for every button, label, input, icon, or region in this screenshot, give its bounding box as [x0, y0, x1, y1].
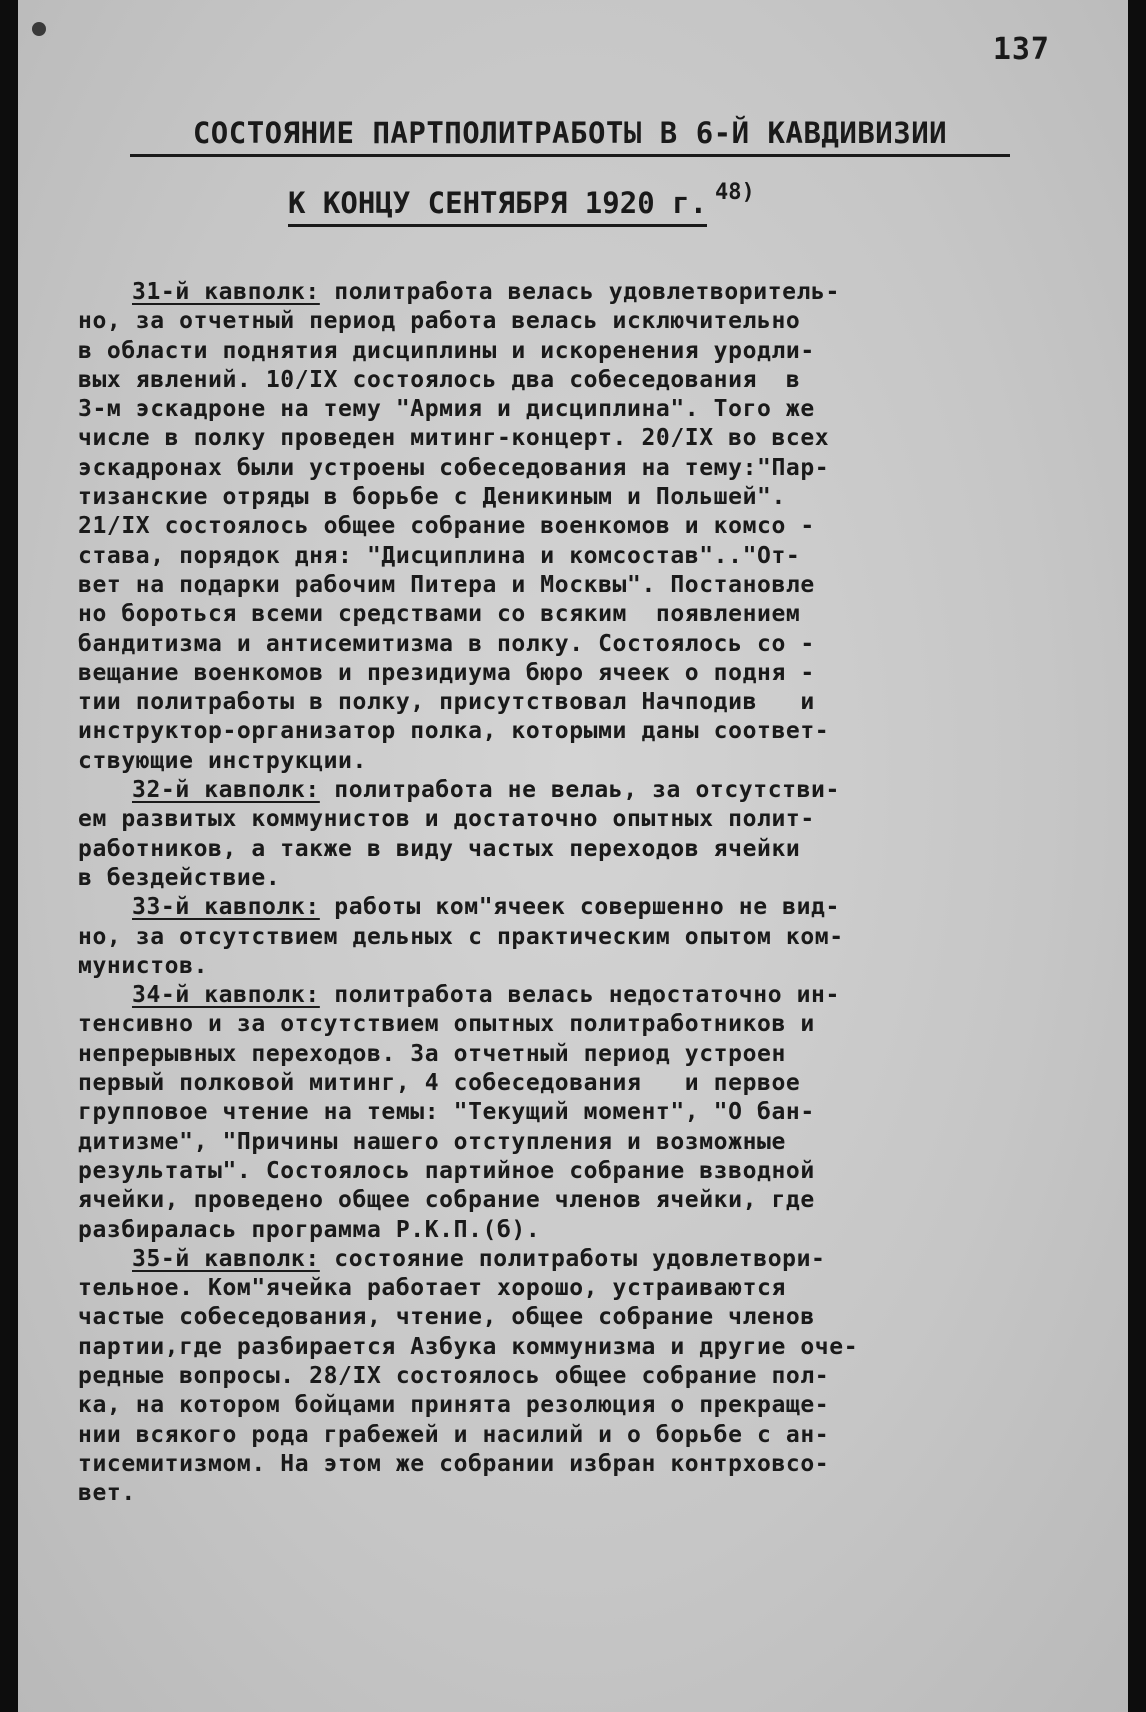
- text-line: [78, 366, 1118, 395]
- text-line: [78, 454, 1118, 483]
- text-line: [78, 278, 1118, 307]
- line-text: но, за отсутствием дельных с практическим опытом ком-: [78, 923, 844, 950]
- line-text: 21/IX состоялось общее собрание военкомов и комсо -: [78, 513, 815, 540]
- text-line: [78, 542, 1118, 571]
- line-text: партии,где разбирается Азбука коммунизма и другие оче-: [78, 1333, 859, 1360]
- text-line: [78, 1040, 1118, 1069]
- line-text: но, за отчетный период работа велась исключительно: [78, 308, 801, 335]
- text-line: [78, 1069, 1118, 1098]
- line-text: тисемитизмом. На этом же собрании избран контрховсо-: [78, 1450, 830, 1477]
- line-text: числе в полку проведен митинг-концерт. 20/IX во всех: [78, 425, 830, 452]
- document-body: [78, 278, 1118, 1508]
- document-title-line2: [288, 180, 755, 220]
- text-line: [78, 1450, 1118, 1479]
- text-line: [78, 1479, 1118, 1508]
- line-text: ствующие инструкции.: [78, 747, 367, 774]
- text-line: [78, 835, 1118, 864]
- line-text: нии всякого рода грабежей и насилий и о борьбе с ан-: [78, 1421, 830, 1448]
- page-number: 137: [992, 32, 1050, 67]
- text-line: [78, 395, 1118, 424]
- line-text: тии политработы в полку, присутствовал Начподив и: [78, 689, 815, 716]
- text-line: [78, 659, 1118, 688]
- text-line: [78, 1010, 1118, 1039]
- line-text: состояние политработы удовлетвори-: [319, 1245, 826, 1272]
- line-text: вет.: [78, 1480, 136, 1507]
- line-text: политработа велась недостаточно ин-: [319, 982, 840, 1009]
- text-line: [78, 776, 1118, 805]
- line-text: редные вопросы. 28/IX состоялось общее собрание пол-: [78, 1362, 830, 1389]
- line-text: частые собеседования, чтение, общее собрание членов: [78, 1304, 815, 1331]
- line-text: результаты". Состоялось партийное собрание взводной: [78, 1157, 815, 1184]
- text-line: [78, 1362, 1118, 1391]
- line-text: вещание военкомов и президиума бюро ячеек о подня -: [78, 659, 815, 686]
- line-text: работников, а также в виду частых переходов ячейки: [78, 835, 801, 862]
- line-text: мунистов.: [78, 952, 209, 979]
- text-line: [78, 688, 1118, 717]
- text-line: [78, 1245, 1118, 1274]
- line-text: в бездействие.: [78, 864, 281, 891]
- regiment-heading: 31-й кавполк:: [132, 279, 320, 305]
- line-text: непрерывных переходов. За отчетный период устроен: [78, 1040, 786, 1067]
- line-text: става, порядок дня: "Дисциплина и комсостав".."От-: [78, 542, 801, 569]
- regiment-heading: 33-й кавполк:: [132, 894, 320, 921]
- line-text: тельное. Ком"ячейка работает хорошо, устраиваются: [78, 1275, 786, 1302]
- line-text: ка, на котором бойцами принята резолюция о прекраще-: [78, 1392, 830, 1419]
- line-text: эскадронах были устроены собеседования на тему:"Пар-: [78, 454, 830, 481]
- line-text: ячейки, проведено общее собрание членов ячейки, где: [78, 1187, 815, 1214]
- regiment-heading: 32-й кавполк:: [132, 777, 320, 804]
- text-line: [78, 952, 1118, 981]
- text-line: [78, 1186, 1118, 1215]
- text-line: [78, 424, 1118, 453]
- punch-hole: [32, 22, 46, 36]
- text-line: [78, 600, 1118, 629]
- line-text: тенсивно и за отсутствием опытных политработников и: [78, 1011, 815, 1038]
- document-page: [18, 0, 1128, 1712]
- document-title-date: К КОНЦУ СЕНТЯБРЯ 1920 г.: [288, 186, 707, 227]
- text-line: [78, 337, 1118, 366]
- line-text: вет на подарки рабочим Питера и Москвы". Постановле: [78, 571, 815, 598]
- line-text: дитизме", "Причины нашего отступления и возможные: [78, 1128, 786, 1155]
- text-line: [78, 307, 1118, 336]
- text-line: [78, 981, 1118, 1010]
- line-text: но бороться всеми средствами со всяким появлением: [78, 601, 801, 628]
- regiment-heading: 35-й кавполк:: [132, 1245, 320, 1272]
- line-text: политработа велась удовлетворитель-: [319, 279, 840, 305]
- line-text: тизанские отряды в борьбе с Деникиным и Польшей".: [78, 484, 786, 511]
- text-line: [78, 1157, 1118, 1186]
- text-line: [78, 1128, 1118, 1157]
- footnote-marker: 48): [715, 180, 755, 205]
- line-text: политработа не велаь, за отсутстви-: [319, 777, 840, 804]
- text-line: [78, 630, 1118, 659]
- text-line: [78, 717, 1118, 746]
- document-title-line1: СОСТОЯНИЕ ПАРТПОЛИТРАБОТЫ В 6-Й КАВДИВИЗИИ: [130, 116, 1010, 157]
- text-line: [78, 805, 1118, 834]
- regiment-heading: 34-й кавполк:: [132, 982, 320, 1009]
- text-line: [78, 893, 1118, 922]
- line-text: разбиралась программа Р.К.П.(б).: [78, 1216, 541, 1243]
- line-text: первый полковой митинг, 4 собеседования и первое: [78, 1070, 801, 1097]
- text-line: [78, 1303, 1118, 1332]
- text-line: [78, 923, 1118, 952]
- text-line: [78, 571, 1118, 600]
- line-text: инструктор-организатор полка, которыми даны соответ-: [78, 718, 830, 745]
- line-text: работы ком"ячеек совершенно не вид-: [319, 894, 840, 921]
- line-text: групповое чтение на темы: "Текущий момент", "О бан-: [78, 1099, 815, 1126]
- text-line: [78, 1216, 1118, 1245]
- text-line: [78, 864, 1118, 893]
- text-line: [78, 512, 1118, 541]
- text-line: [78, 1333, 1118, 1362]
- line-text: ем развитых коммунистов и достаточно опытных полит-: [78, 806, 815, 833]
- line-text: вых явлений. 10/IX состоялось два собеседования в: [78, 366, 801, 393]
- text-line: [78, 1421, 1118, 1450]
- line-text: в области поднятия дисциплины и искоренения уродли-: [78, 337, 815, 364]
- line-text: 3-м эскадроне на тему "Армия и дисциплина". Того же: [78, 396, 815, 423]
- line-text: бандитизма и антисемитизма в полку. Состоялось со -: [78, 630, 815, 657]
- text-line: [78, 483, 1118, 512]
- text-line: [78, 1274, 1118, 1303]
- text-line: [78, 1391, 1118, 1420]
- text-line: [78, 1098, 1118, 1127]
- text-line: [78, 747, 1118, 776]
